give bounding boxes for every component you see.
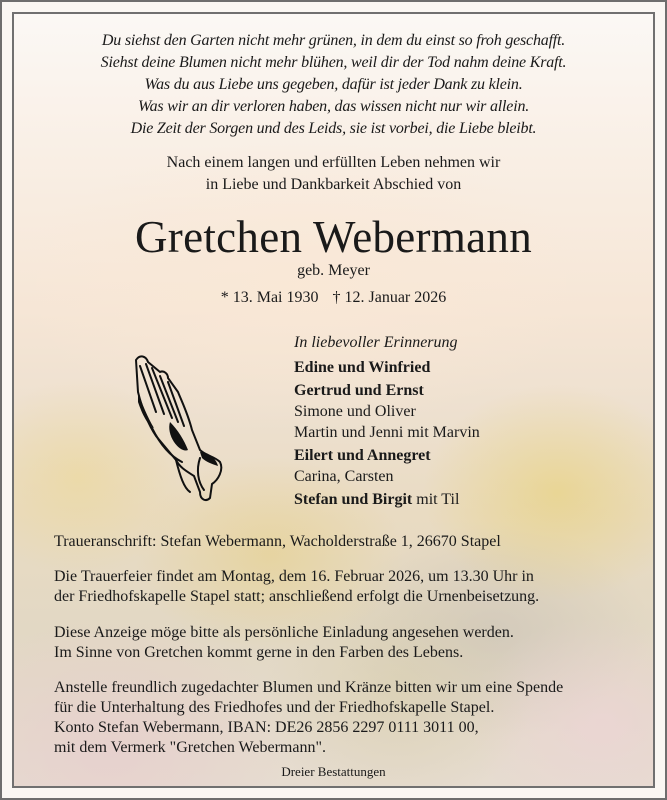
funeral-home: Dreier Bestattungen — [281, 764, 386, 779]
donation-line: mit dem Vermerk "Gretchen Webermann". — [54, 739, 326, 756]
donation-line: Anstelle freundlich zugedachter Blumen und Kränze bitten wir um eine Spende — [54, 679, 564, 696]
poem — [14, 30, 653, 140]
ceremony-line: der Friedhofskapelle Stapel statt; anschließend erfolgt die Urnenbeisetzung. — [54, 588, 540, 605]
mourner-name: Stefan und Birgit — [294, 491, 413, 508]
praying-hands-icon — [130, 352, 224, 502]
deceased-name: Gretchen Webermann — [134, 212, 533, 262]
poem-line: Die Zeit der Sorgen und des Leids, sie ist vorbei, die Liebe bleibt. — [130, 120, 537, 137]
intro-line: in Liebe und Dankbarkeit Abschied von — [205, 176, 462, 193]
notice-frame — [12, 12, 655, 788]
mourner-name: Edine und Winfried — [294, 359, 431, 376]
mourning-address: Traueranschrift: Stefan Webermann, Wacholderstraße 1, 26670 Stapel — [54, 533, 501, 550]
invitation-line: Diese Anzeige möge bitte als persönliche Einladung angesehen werden. — [54, 624, 514, 641]
mourner-row — [294, 445, 480, 466]
mourner-row — [294, 357, 480, 378]
poem-line: Du siehst den Garten nicht mehr grünen, in dem du einst so froh geschafft. — [101, 32, 566, 49]
donation-info — [54, 678, 633, 758]
ceremony-line: Die Trauerfeier findet am Montag, dem 16. Februar 2026, um 13.30 Uhr in — [54, 568, 534, 585]
donation-line: Konto Stefan Webermann, IBAN: DE26 2856 2297 0111 3011 00, — [54, 719, 479, 736]
mourner-row — [294, 401, 480, 422]
mourner-name: Gertrud und Ernst — [294, 382, 424, 399]
death-date: † 12. Januar 2026 — [332, 289, 447, 306]
mourner-name: Carina, Carsten — [294, 468, 394, 485]
intro-text — [14, 152, 653, 196]
mourner-row — [294, 489, 480, 510]
invitation-info — [54, 623, 633, 663]
mourner-name: Martin und Jenni mit Marvin — [294, 424, 480, 441]
maiden-name: geb. Meyer — [297, 262, 370, 279]
poem-line: Was du aus Liebe uns gegeben, dafür ist jeder Dank zu klein. — [144, 76, 523, 93]
mourner-suffix: mit Til — [412, 491, 460, 508]
invitation-line: Im Sinne von Gretchen kommt gerne in den Farben des Lebens. — [54, 644, 464, 661]
birth-date: * 13. Mai 1930 — [220, 289, 319, 306]
poem-line: Was wir an dir verloren haben, das wissen nicht nur wir allein. — [137, 98, 530, 115]
mourners-lead: In liebevoller Erinnerung — [294, 334, 458, 351]
poem-line: Siehst deine Blumen nicht mehr blühen, weil dir der Tod nahm deine Kraft. — [100, 54, 567, 71]
mourner-row — [294, 422, 480, 443]
mourner-row — [294, 380, 480, 401]
life-dates — [14, 288, 653, 308]
mourner-name: Simone und Oliver — [294, 403, 416, 420]
ceremony-info — [54, 567, 633, 607]
mourner-row — [294, 466, 480, 487]
mourner-name: Eilert und Annegret — [294, 447, 431, 464]
donation-line: für die Unterhaltung des Friedhofes und der Friedhofskapelle Stapel. — [54, 699, 495, 716]
intro-line: Nach einem langen und erfüllten Leben nehmen wir — [166, 154, 501, 171]
mourners-list — [294, 331, 480, 510]
